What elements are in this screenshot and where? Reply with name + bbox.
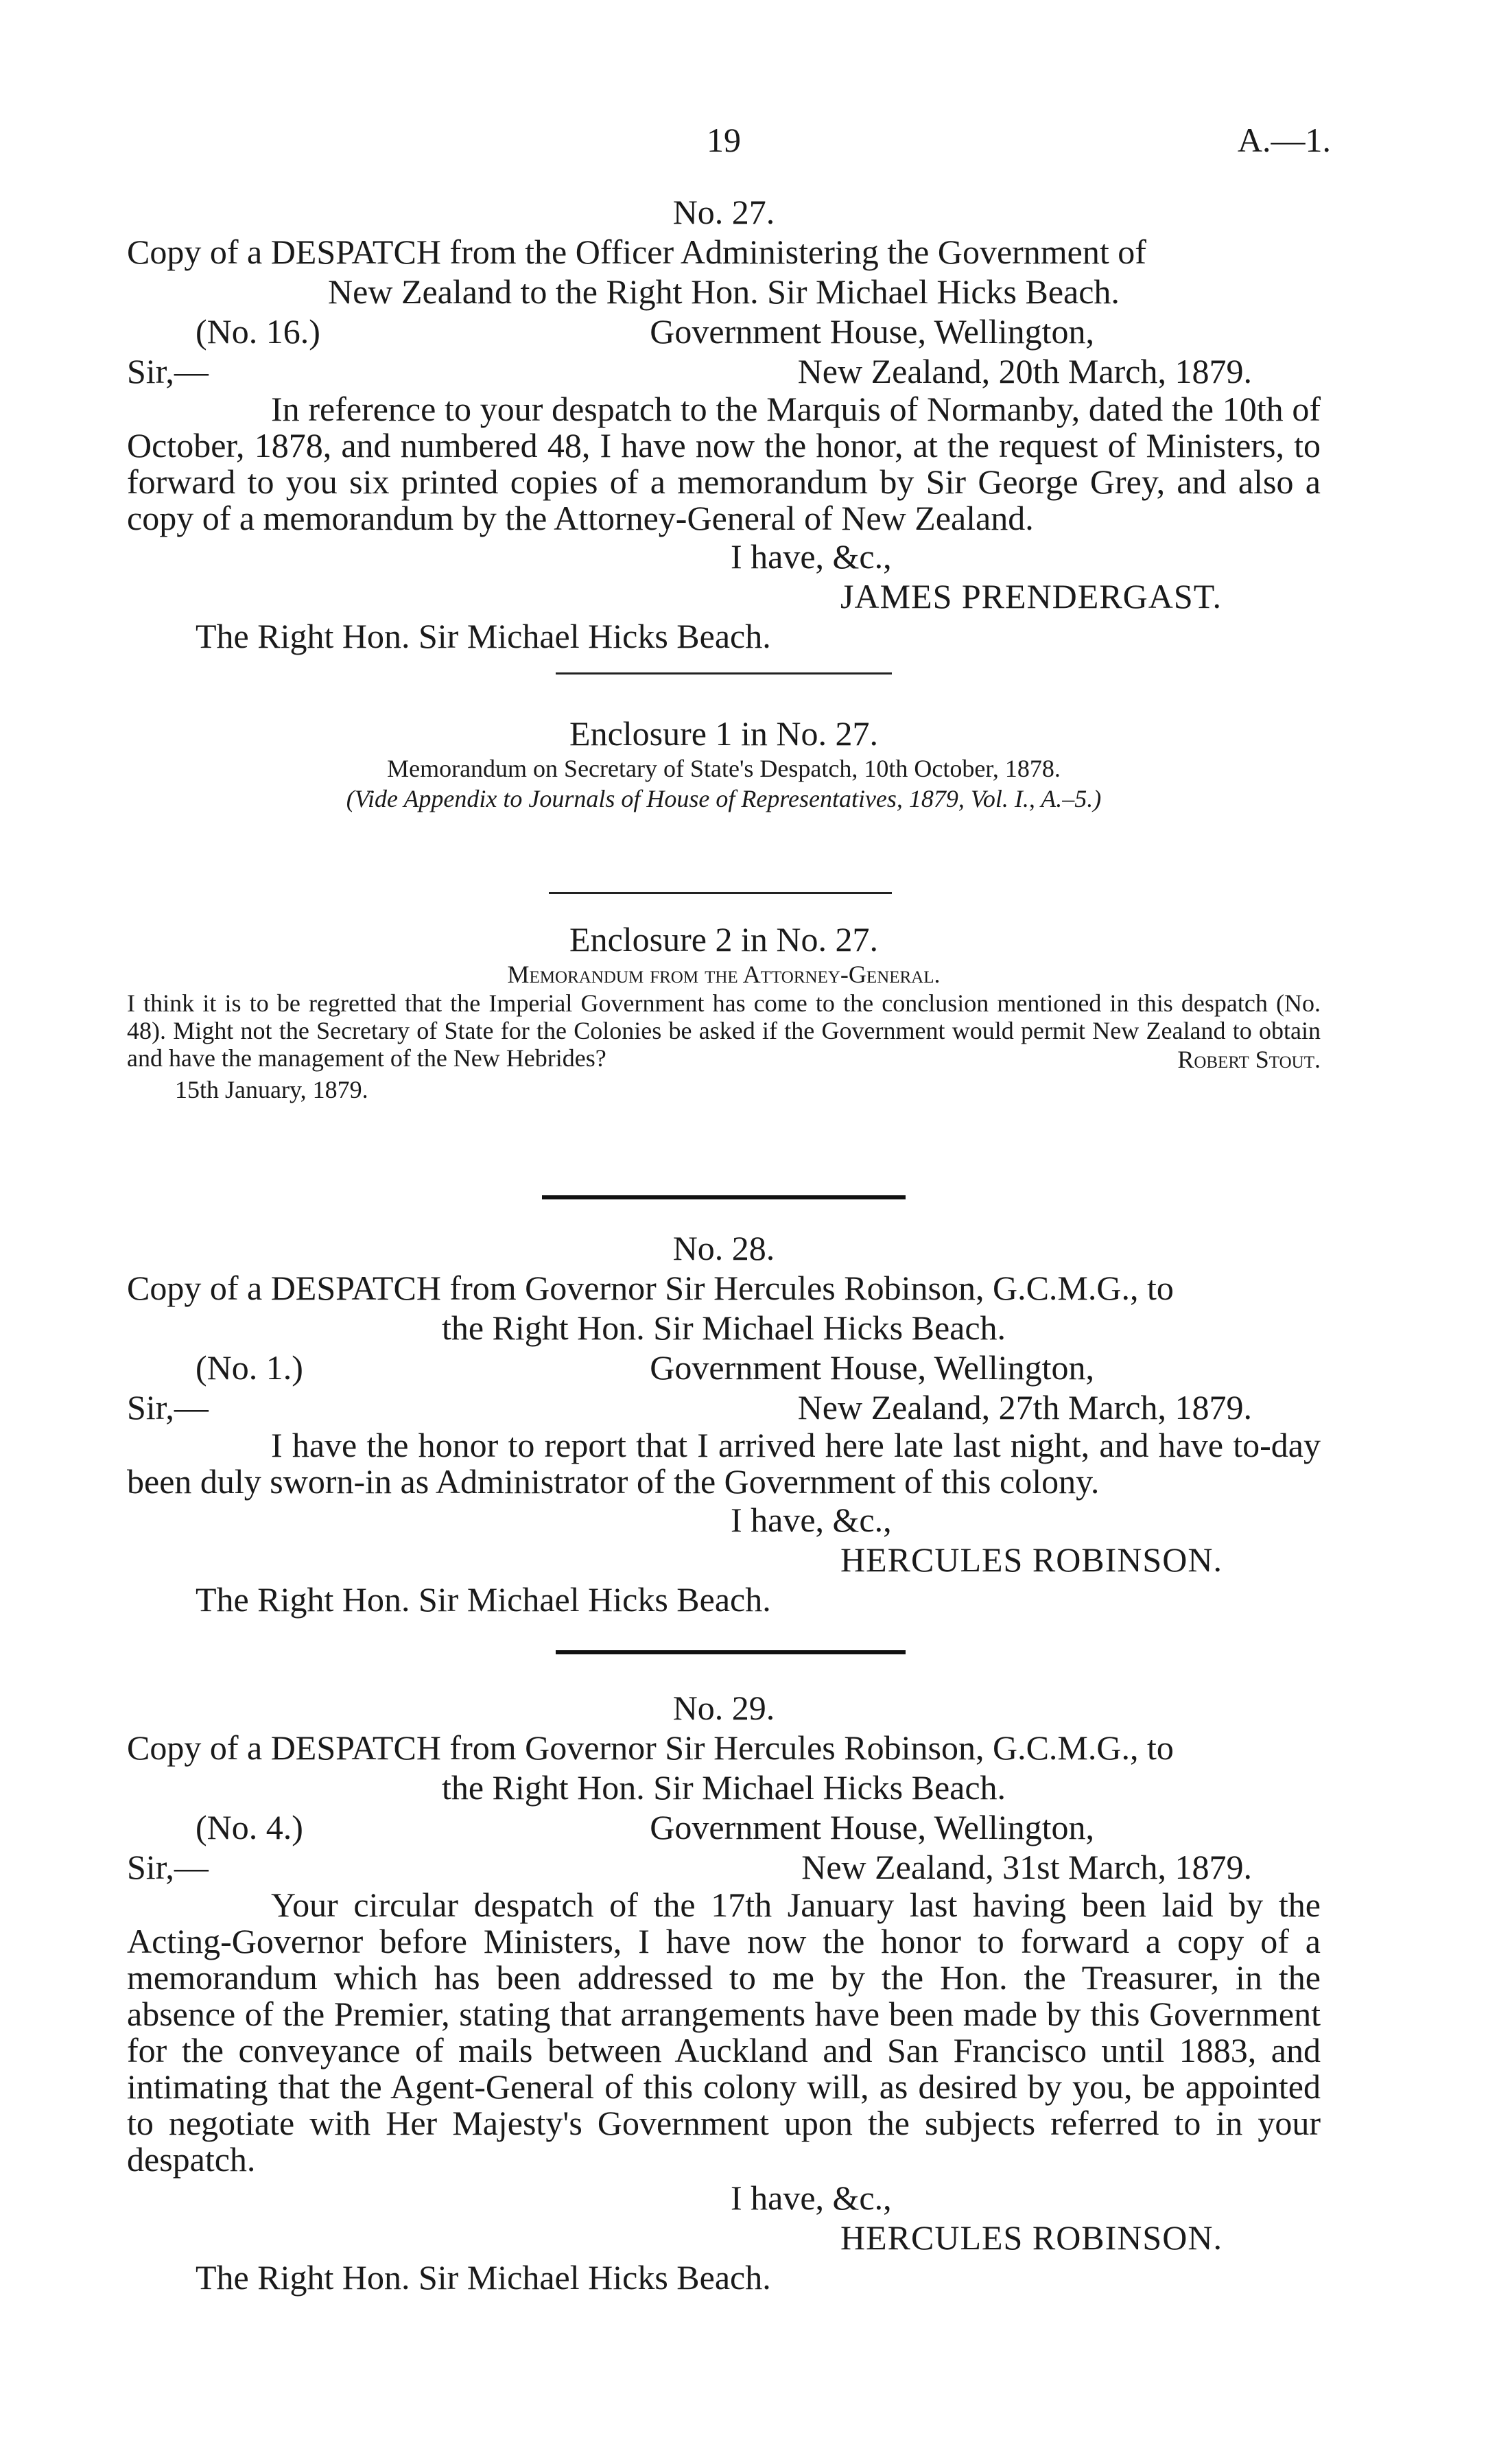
despatch-ref-row [127,1348,1321,1387]
despatch-title-line2: the Right Hon. Sir Michael Hicks Beach. [441,1309,1006,1347]
enclosure-date: 15th January, 1879. [175,1076,368,1103]
despatch-salutation: Sir,— [127,1388,209,1427]
despatch-body: I have the honor to report that I arrived here late last night, and have to-day been duly sworn-in as Administrator of the Government of this colony. [127,1426,1321,1501]
despatch-addressee: The Right Hon. Sir Michael Hicks Beach. [196,617,771,655]
despatch-salutation: Sir,— [127,1848,209,1886]
section-divider-thick [556,1650,906,1654]
despatch-ref: (No. 1.) [196,1348,303,1387]
despatch-body: Your circular despatch of the 17th January last having been laid by the Acting-Governor before Ministers, I have now the honor to forward a copy of a memorandum which has been addressed to me by the Hon. the Treasurer, in the absence of the Premier, stating that arrangements have been made by this Government for the conveyance of mails between Auckland and San Francisco until 1883, and intimating that the Agent-General of this colony will, as desired by you, be appointed to negotiate with Her Majesty's Government upon the subjects referred to in your despatch. [127,1886,1321,2179]
page-header [0,120,1499,168]
despatch-address1: Government House, Wellington, [650,1348,1094,1387]
page-number: 19 [707,121,741,159]
despatch-number: No. 27. [672,193,775,231]
despatch-address2: New Zealand, 27th March, 1879. [797,1388,1252,1427]
series-code: A.—1. [1237,121,1331,159]
despatch-closing: I have, &c., [731,1501,892,1539]
despatch-address2: New Zealand, 20th March, 1879. [797,352,1252,390]
enclosure-1 [127,714,1321,814]
enclosure-signature: Robert Stout. [1177,1046,1321,1073]
despatch-title-line2: the Right Hon. Sir Michael Hicks Beach. [441,1768,1006,1807]
despatch-29 [127,1688,1321,2297]
despatch-28 [127,1228,1321,1619]
despatch-27 [127,192,1321,656]
despatch-signature: HERCULES ROBINSON. [840,1540,1223,1579]
despatch-signature: HERCULES ROBINSON. [840,2218,1223,2257]
despatch-salutation: Sir,— [127,352,209,390]
despatch-addressee: The Right Hon. Sir Michael Hicks Beach. [196,2258,771,2297]
section-divider [556,672,892,674]
despatch-number: No. 29. [672,1689,775,1727]
despatch-address1: Government House, Wellington, [650,1808,1094,1846]
despatch-ref-row [127,312,1321,351]
despatch-number: No. 28. [672,1229,775,1267]
despatch-title-line2: New Zealand to the Right Hon. Sir Michael Hicks Beach. [328,272,1120,311]
despatch-title-line1: Copy of a DESPATCH from Governor Sir Hercules Robinson, G.C.M.G., to [127,1269,1174,1307]
despatch-address2: New Zealand, 31st March, 1879. [801,1848,1252,1886]
despatch-title-line1: Copy of a DESPATCH from the Officer Administering the Government of [127,233,1146,271]
section-divider-thick [542,1195,906,1199]
enclosure-heading: Enclosure 2 in No. 27. [569,920,878,959]
despatch-title-line1: Copy of a DESPATCH from Governor Sir Hercules Robinson, G.C.M.G., to [127,1728,1174,1767]
despatch-body: In reference to your despatch to the Marquis of Normanby, dated the 10th of October, 1878, and numbered 48, I have now the honor, at the request of Ministers, to forward to you six printed copies of a memorandum by Sir George Grey, and also a copy of a memorandum by the Attorney-General of New Zealand. [127,390,1321,537]
section-divider [549,892,892,894]
despatch-salutation-row [127,351,1321,391]
enclosure-note: (Vide Appendix to Journals of House of Representatives, 1879, Vol. I., A.–5.) [346,785,1102,812]
despatch-ref: (No. 16.) [196,312,320,351]
enclosure-subheading: Memorandum on Secretary of State's Despatch, 10th October, 1878. [387,755,1061,782]
despatch-closing: I have, &c., [731,537,892,576]
enclosure-heading: Enclosure 1 in No. 27. [569,714,878,753]
enclosure-2 [127,919,1321,1105]
despatch-ref-row [127,1807,1321,1847]
despatch-salutation-row [127,1847,1321,1887]
enclosure-subheading: Memorandum from the Attorney-General. [507,961,941,988]
despatch-addressee: The Right Hon. Sir Michael Hicks Beach. [196,1580,771,1619]
despatch-salutation-row [127,1387,1321,1427]
enclosure-body: I think it is to be regretted that the Imperial Government has come to the conclusion mentioned in this despatch (No. 48). Might not the Secretary of State for the Colonies be asked if the Government would permit New Zealand to obtain and have the management of the New Hebrides? [127,989,1321,1072]
despatch-closing: I have, &c., [731,2179,892,2217]
despatch-address1: Government House, Wellington, [650,312,1094,351]
despatch-ref: (No. 4.) [196,1808,303,1846]
despatch-signature: JAMES PRENDERGAST. [840,577,1223,615]
